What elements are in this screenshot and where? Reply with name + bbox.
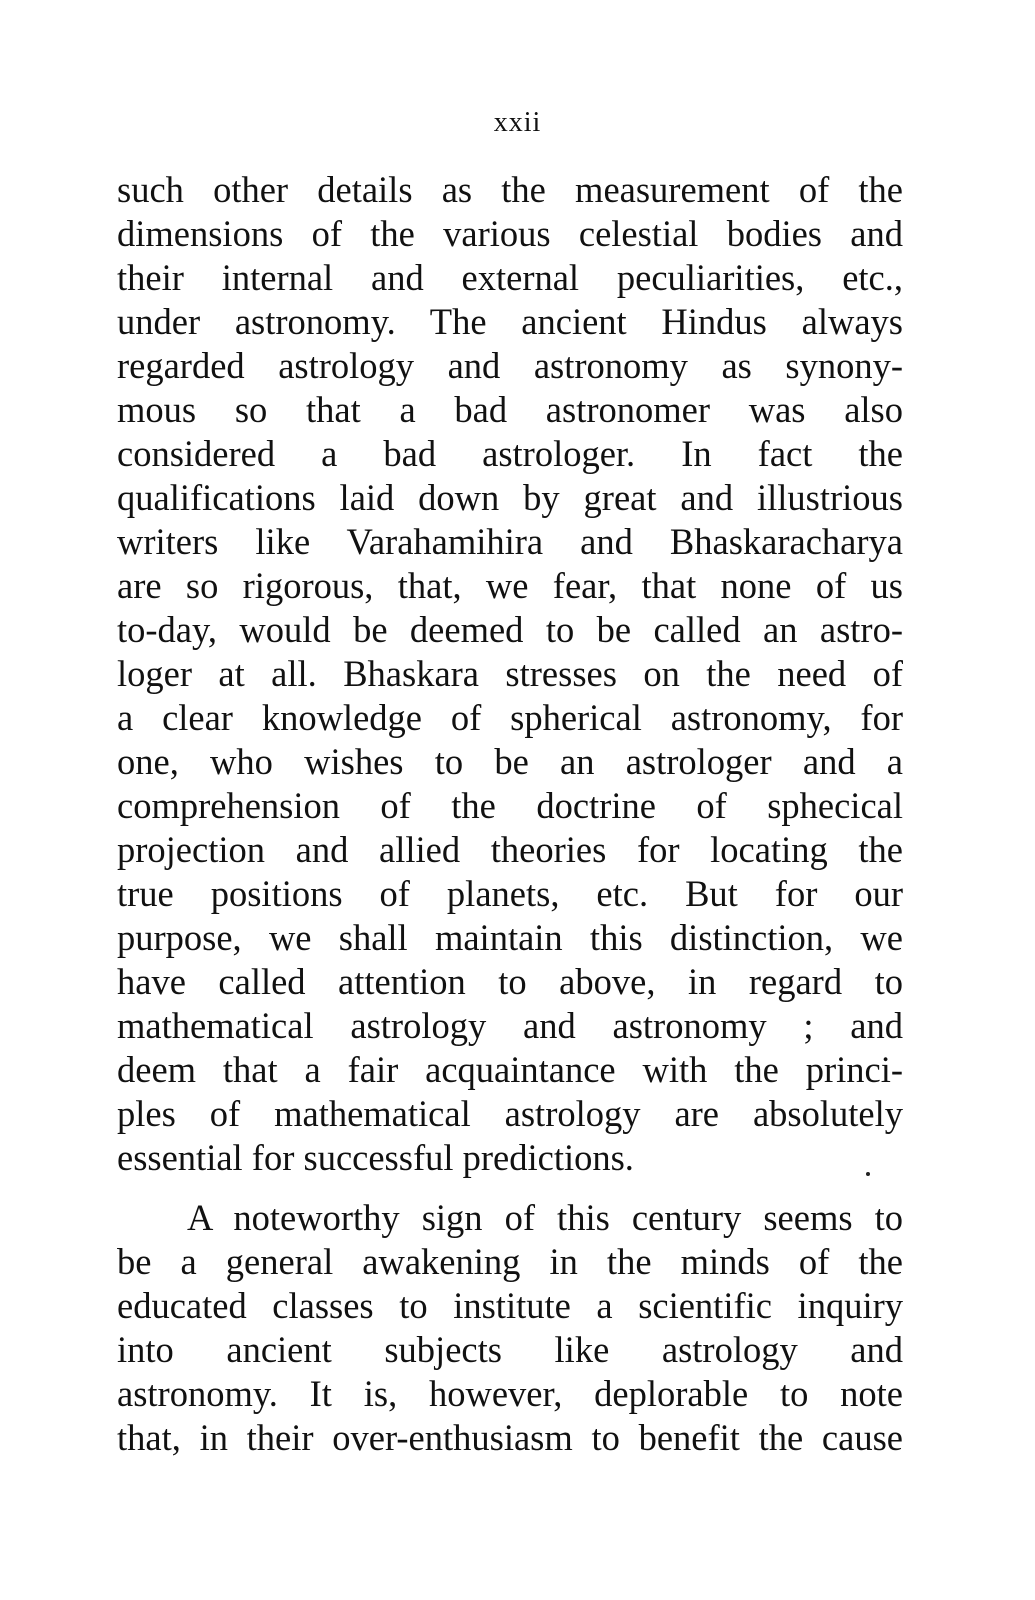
text-line: are so rigorous, that, we fear, that none of us	[117, 565, 903, 606]
text-line: qualifications laid down by great and illustrious	[117, 477, 903, 518]
text-line: true positions of planets, etc. But for our	[117, 873, 903, 914]
text-line: loger at all. Bhaskara stresses on the need of	[117, 653, 903, 694]
text-line: writers like Varahamihira and Bhaskaracharya	[117, 521, 903, 562]
text-line: their internal and external peculiarities, etc.,	[117, 257, 903, 298]
text-line: under astronomy. The ancient Hindus always	[117, 301, 903, 342]
text-line: educated classes to institute a scientific inquiry	[117, 1285, 903, 1326]
text-line: to-day, would be deemed to be called an astro-	[117, 609, 903, 650]
text-line: purpose, we shall maintain this distinction, we	[117, 917, 903, 958]
paragraph-1	[117, 168, 903, 1180]
text-line: deem that a fair acquaintance with the princi-	[117, 1049, 903, 1090]
text-line: A noteworthy sign of this century seems to	[187, 1197, 903, 1238]
text-line: ples of mathematical astrology are absolutely	[117, 1093, 903, 1134]
text-line: astronomy. It is, however, deplorable to note	[117, 1373, 903, 1414]
paragraph-2	[117, 1196, 903, 1460]
text-line: be a general awakening in the minds of the	[117, 1241, 903, 1282]
text-line: one, who wishes to be an astrologer and a	[117, 741, 903, 782]
text-line: into ancient subjects like astrology and	[117, 1329, 903, 1370]
stray-ink-mark	[866, 1172, 870, 1176]
text-line: that, in their over-enthusiasm to benefit the cause	[117, 1417, 903, 1458]
text-line: dimensions of the various celestial bodies and	[117, 213, 903, 254]
text-line: mous so that a bad astronomer was also	[117, 389, 903, 430]
text-line: such other details as the measurement of the	[117, 169, 903, 210]
text-line: essential for successful predictions.	[117, 1137, 634, 1178]
text-line: a clear knowledge of spherical astronomy, for	[117, 697, 903, 738]
text-line: projection and allied theories for locating the	[117, 829, 903, 870]
page-number: xxii	[493, 107, 542, 138]
text-line: comprehension of the doctrine of sphecical	[117, 785, 903, 826]
text-line: have called attention to above, in regard to	[117, 961, 903, 1002]
text-line: mathematical astrology and astronomy ; and	[117, 1005, 903, 1046]
text-line: considered a bad astrologer. In fact the	[117, 433, 903, 474]
text-line: regarded astrology and astronomy as synony-	[117, 345, 903, 386]
